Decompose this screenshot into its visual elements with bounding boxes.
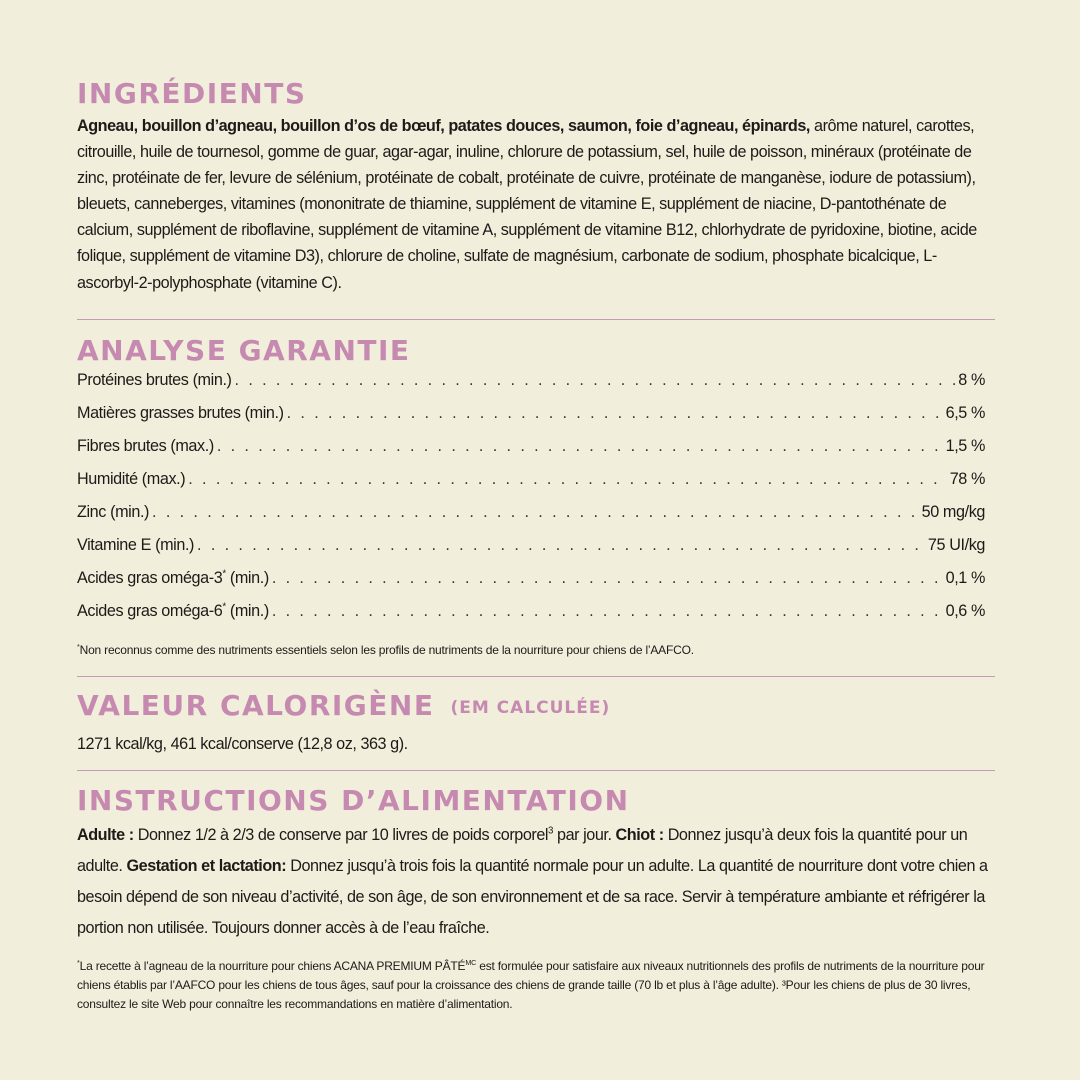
feeding-heading: INSTRUCTIONS D’ALIMENTATION [77,784,630,817]
puppy-label: Chiot : [615,826,664,844]
adult-text-end: par jour. [553,826,616,844]
analysis-label: Zinc (min.) [77,503,150,521]
dot-leader [287,404,943,423]
analysis-label: Humidité (max.) [77,470,186,488]
adult-text: Donnez 1/2 à 2/3 de conserve par 10 livres de poids corporel [133,826,549,844]
analysis-row [77,437,985,470]
dot-leader [272,569,943,588]
footnote-text: Non reconnus comme des nutriments essentiels selon les profils de nutriments de la nourriture pour chiens de l’AAFCO. [79,643,694,657]
asterisk-mark: * [222,601,226,613]
footer-text-end: est formulée pour satisfaire aux niveaux nutritionnels des profils de nutriments de la nourriture pour chiens établis par l’AAFCO pour les chiens de tous âges, sauf pour la croissance des chiens de grande taille (70 lb et plus à l’âge adulte). ³Pour les chiens de plus de 30 livres, consultez le site Web pour connaître les recommandations en matière d’alimentation. [77,959,985,1011]
analysis-label: Acides gras oméga-6* (min.) [77,601,269,620]
divider [77,319,995,320]
analysis-row [77,371,985,404]
footnote-mark: * [77,642,80,651]
analysis-value: 0,1 % [945,569,985,587]
dot-leader [235,371,956,390]
asterisk-mark: * [222,568,226,580]
feeding-text [77,820,997,944]
puppy-text: Donnez jusqu’à deux fois la quantité pour un adulte. [77,826,968,875]
analysis-label: Matières grasses brutes (min.) [77,404,284,422]
dot-leader [197,536,925,555]
analysis-row [77,470,985,503]
dot-leader [188,470,946,489]
ingredients-text [77,113,997,296]
analysis-footnote [77,641,1007,660]
footer-mark: * [77,958,80,967]
analysis-label: Fibres brutes (max.) [77,437,214,455]
adult-label: Adulte : [77,826,134,844]
analysis-value: 8 % [958,371,985,389]
analysis-value: 6,5 % [945,404,985,422]
analysis-value: 78 % [949,470,985,488]
analysis-value: 0,6 % [945,602,985,620]
divider [77,770,995,771]
ingredients-main-ingredients: Agneau, bouillon d’agneau, bouillon d’os de bœuf, patates douces, saumon, foie d’agneau, épinards, [77,117,810,135]
calorie-title: VALEUR CALORIGÈNE [77,689,435,722]
dot-leader [217,437,943,456]
analysis-value: 50 mg/kg [921,503,985,521]
divider [77,676,995,677]
guaranteed-analysis-list [77,371,985,635]
ingredients-other-ingredients: arôme naturel, carottes, citrouille, huile de tournesol, gomme de guar, agar-agar, inuline, chlorure de potassium, sel, huile de poisson, minéraux (protéinate de zinc, protéinate de fer, levure de sélénium, protéinate de cobalt, protéinate de cuivre, protéinate de manganèse, iodure de potassium), bleuets, canneberges, vitamines (mononitrate de thiamine, supplément de vitamine E, supplément de niacine, D-pantothénate de calcium, supplément de riboflavine, supplément de vitamine A, supplément de vitamine B12, chlorhydrate de pyridoxine, biotine, acide folique, supplément de vitamine D3), chlorure de choline, sulfate de magnésium, carbonate de sodium, phosphate bicalcique, L-ascorbyl-2-polyphosphate (vitamine C). [77,117,977,292]
analysis-label: Acides gras oméga-3* (min.) [77,568,269,587]
footer-text-start: La recette à l’agneau de la nourriture pour chiens ACANA PREMIUM PÂTÉ [79,959,466,973]
analysis-row [77,569,985,602]
gestation-text: Donnez jusqu’à trois fois la quantité normale pour un adulte. La quantité de nourriture dont votre chien a besoin dépend de son niveau d’activité, de son âge, de son environnement et de sa race. Servir à température ambiante et réfrigérer la portion non utilisée. Toujours donner accès à de l’eau fraîche. [77,857,988,937]
gestation-label: Gestation et lactation: [126,857,287,875]
analysis-label: Vitamine E (min.) [77,536,195,554]
adult-note-mark: 3 [548,825,553,837]
analysis-row [77,602,985,635]
analysis-row [77,536,985,569]
footer-note [77,957,1007,1014]
trademark: MC [465,958,477,967]
calorie-subtitle: (EM CALCULÉE) [450,698,611,718]
analysis-row [77,503,985,536]
calorie-text: 1271 kcal/kg, 461 kcal/conserve (12,8 oz, 363 g). [77,735,408,753]
analysis-label: Protéines brutes (min.) [77,371,232,389]
analysis-heading: ANALYSE GARANTIE [77,334,411,367]
analysis-value: 1,5 % [945,437,985,455]
analysis-value: 75 UI/kg [927,536,985,554]
ingredients-heading: INGRÉDIENTS [77,77,307,110]
dot-leader [152,503,919,522]
analysis-row [77,404,985,437]
dot-leader [272,602,943,621]
calorie-heading [77,689,611,722]
